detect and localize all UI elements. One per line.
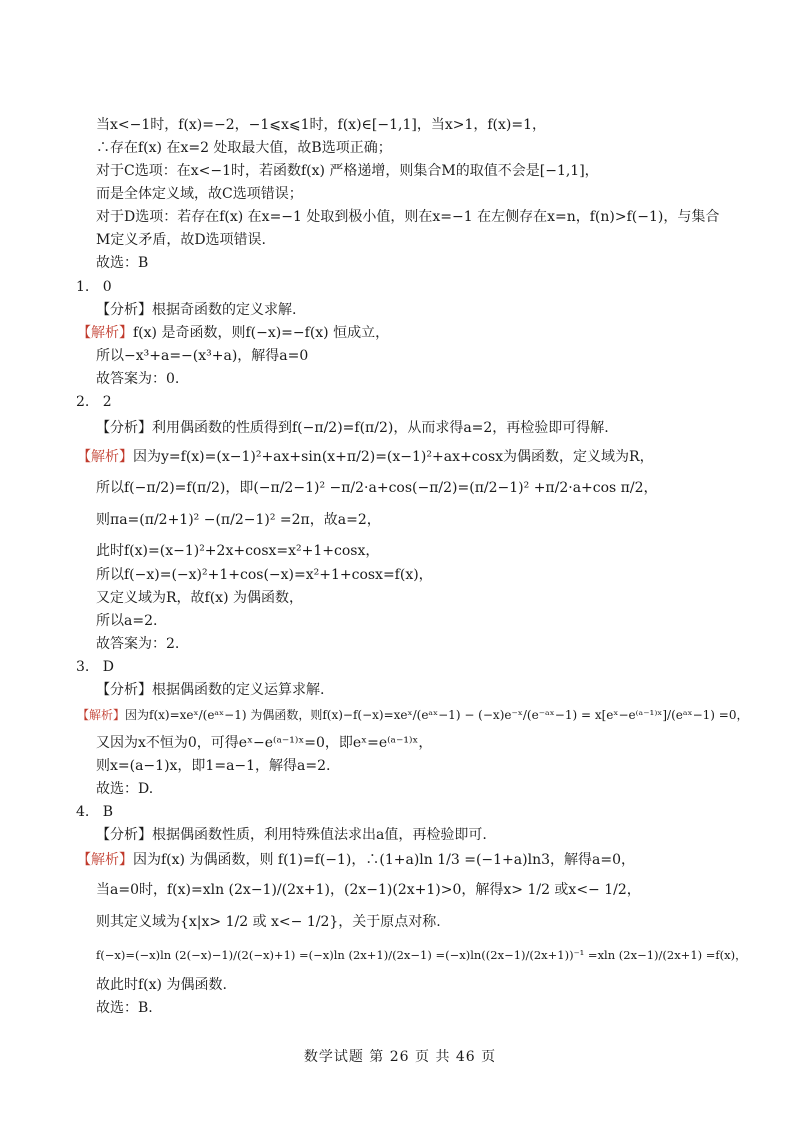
q2-line: 所以f(−x)=(−x)²+1+cos(−x)=x²+1+cosx=f(x)，: [96, 567, 433, 583]
q3-line: 则x=(a−1)x，即1=a−1，解得a=2.: [96, 758, 331, 774]
q1-solution: [77, 323, 389, 343]
q2-solution-text: 因为y=f(x)=(x−1)²+ax+sin(x+π/2)=(x−1)²+ax+cosx为偶函数，定义域为R，: [133, 449, 654, 465]
q4-line: f(−x)=(−x)ln (2(−x)−1)/(2(−x)+1) =(−x)ln (2x+1)/(2x−1) =(−x)ln((2x−1)/(2x+1))⁻¹ =xln (2x−1)/(2x+1) =f(x)，: [96, 948, 747, 962]
intro-line: 故选：B: [96, 255, 149, 271]
q3-header: [76, 657, 114, 677]
q1-answer: 0: [102, 279, 112, 295]
q1-solution-text: f(x) 是奇函数，则f(−x)=−f(x) 恒成立，: [133, 325, 390, 341]
q2-analysis-text: 利用偶函数的性质得到f(−π/2)=f(π/2)，从而求得a=2，再检验即可得解.: [152, 420, 609, 436]
intro-line: ∴存在f(x) 在x=2 处取最大值，故B选项正确；: [96, 140, 392, 156]
q2-line: 则πa=(π/2+1)² −(π/2−1)² =2π，故a=2，: [96, 512, 381, 528]
solution-label: 【解析】: [77, 708, 126, 722]
q4-number: 4.: [76, 804, 90, 820]
intro-line: 对于C选项：在x<−1时，若函数f(x) 严格递增，则集合M的取值不会是[−1,1]，: [96, 163, 599, 179]
q1-analysis: [96, 300, 296, 320]
q1-header: [76, 277, 112, 297]
q2-line: 所以f(−π/2)=f(π/2)，即(−π/2−1)² −π/2·a+cos(−π/2)=(π/2−1)² +π/2·a+cos π/2，: [96, 480, 658, 496]
q1-line: 所以−x³+a=−(x³+a)，解得a=0: [96, 348, 309, 364]
q2-line: 又定义域为R，故f(x) 为偶函数，: [96, 590, 303, 606]
q2-line: 所以a=2.: [96, 613, 158, 629]
intro-line: 对于D选项：若存在f(x) 在x=−1 处取到极小值，则在x=−1 在左侧存在x=n，f(n)>f(−1)，与集合: [96, 209, 720, 225]
q2-analysis: [96, 418, 609, 438]
analysis-label: 【分析】: [96, 302, 152, 318]
analysis-label: 【分析】: [96, 827, 152, 843]
q4-analysis: [96, 825, 487, 845]
q4-header: [76, 802, 113, 822]
q3-analysis-text: 根据偶函数的定义运算求解.: [152, 682, 325, 698]
q2-header: [76, 392, 112, 412]
q2-solution: [77, 447, 654, 467]
solution-label: 【解析】: [77, 325, 133, 341]
q4-line: 故选：B.: [96, 1000, 153, 1016]
intro-line: 而是全体定义域，故C选项错误；: [96, 186, 303, 202]
q4-line: 故此时f(x) 为偶函数.: [96, 977, 227, 993]
q2-line: 故答案为：2.: [96, 636, 180, 652]
analysis-label: 【分析】: [96, 682, 152, 698]
intro-line: 当x<−1时，f(x)=−2，−1⩽x⩽1时，f(x)∈[−1,1]，当x>1，f(x)=1，: [96, 117, 546, 133]
q2-answer: 2: [102, 394, 112, 410]
q4-solution: [77, 850, 635, 870]
q1-analysis-text: 根据奇函数的定义求解.: [152, 302, 297, 318]
q3-solution-text: 因为f(x)=xeˣ/(eᵃˣ−1) 为偶函数，则f(x)−f(−x)=xeˣ/(eᵃˣ−1) − (−x)e⁻ˣ/(e⁻ᵃˣ−1) = x[eˣ−e⁽ᵃ⁻¹⁾ˣ]/(eᵃˣ−1) =0，: [125, 708, 749, 722]
q2-number: 2.: [76, 394, 90, 410]
q1-line: 故答案为：0.: [96, 371, 180, 387]
q3-solution: [77, 705, 748, 725]
q4-analysis-text: 根据偶函数性质，利用特殊值法求出a值，再检验即可.: [152, 827, 487, 843]
q4-line: 当a=0时，f(x)=xln (2x−1)/(2x+1)，(2x−1)(2x+1)>0，解得x> 1/2 或x<− 1/2，: [96, 882, 641, 898]
q3-number: 3.: [76, 659, 90, 675]
q1-number: 1.: [76, 279, 90, 295]
analysis-label: 【分析】: [96, 420, 152, 436]
q4-line: 则其定义域为{x|x> 1/2 或 x<− 1/2}，关于原点对称.: [96, 914, 441, 930]
page-footer: 数学试题 第 26 页 共 46 页: [303, 1049, 497, 1065]
solution-label: 【解析】: [77, 449, 133, 465]
q3-line: 又因为x不恒为0，可得eˣ−e⁽ᵃ⁻¹⁾ˣ=0，即eˣ=e⁽ᵃ⁻¹⁾ˣ，: [96, 735, 433, 751]
q3-answer: D: [102, 659, 114, 675]
intro-line: M定义矛盾，故D选项错误.: [96, 232, 267, 248]
q4-solution-text: 因为f(x) 为偶函数，则 f(1)=f(−1)，∴(1+a)ln 1/3 =(−1+a)ln3，解得a=0，: [133, 852, 635, 868]
q3-line: 故选：D.: [96, 781, 154, 797]
q2-line: 此时f(x)=(x−1)²+2x+cosx=x²+1+cosx，: [96, 543, 380, 559]
q4-answer: B: [102, 804, 114, 820]
q3-analysis: [96, 680, 324, 700]
solution-label: 【解析】: [77, 852, 133, 868]
